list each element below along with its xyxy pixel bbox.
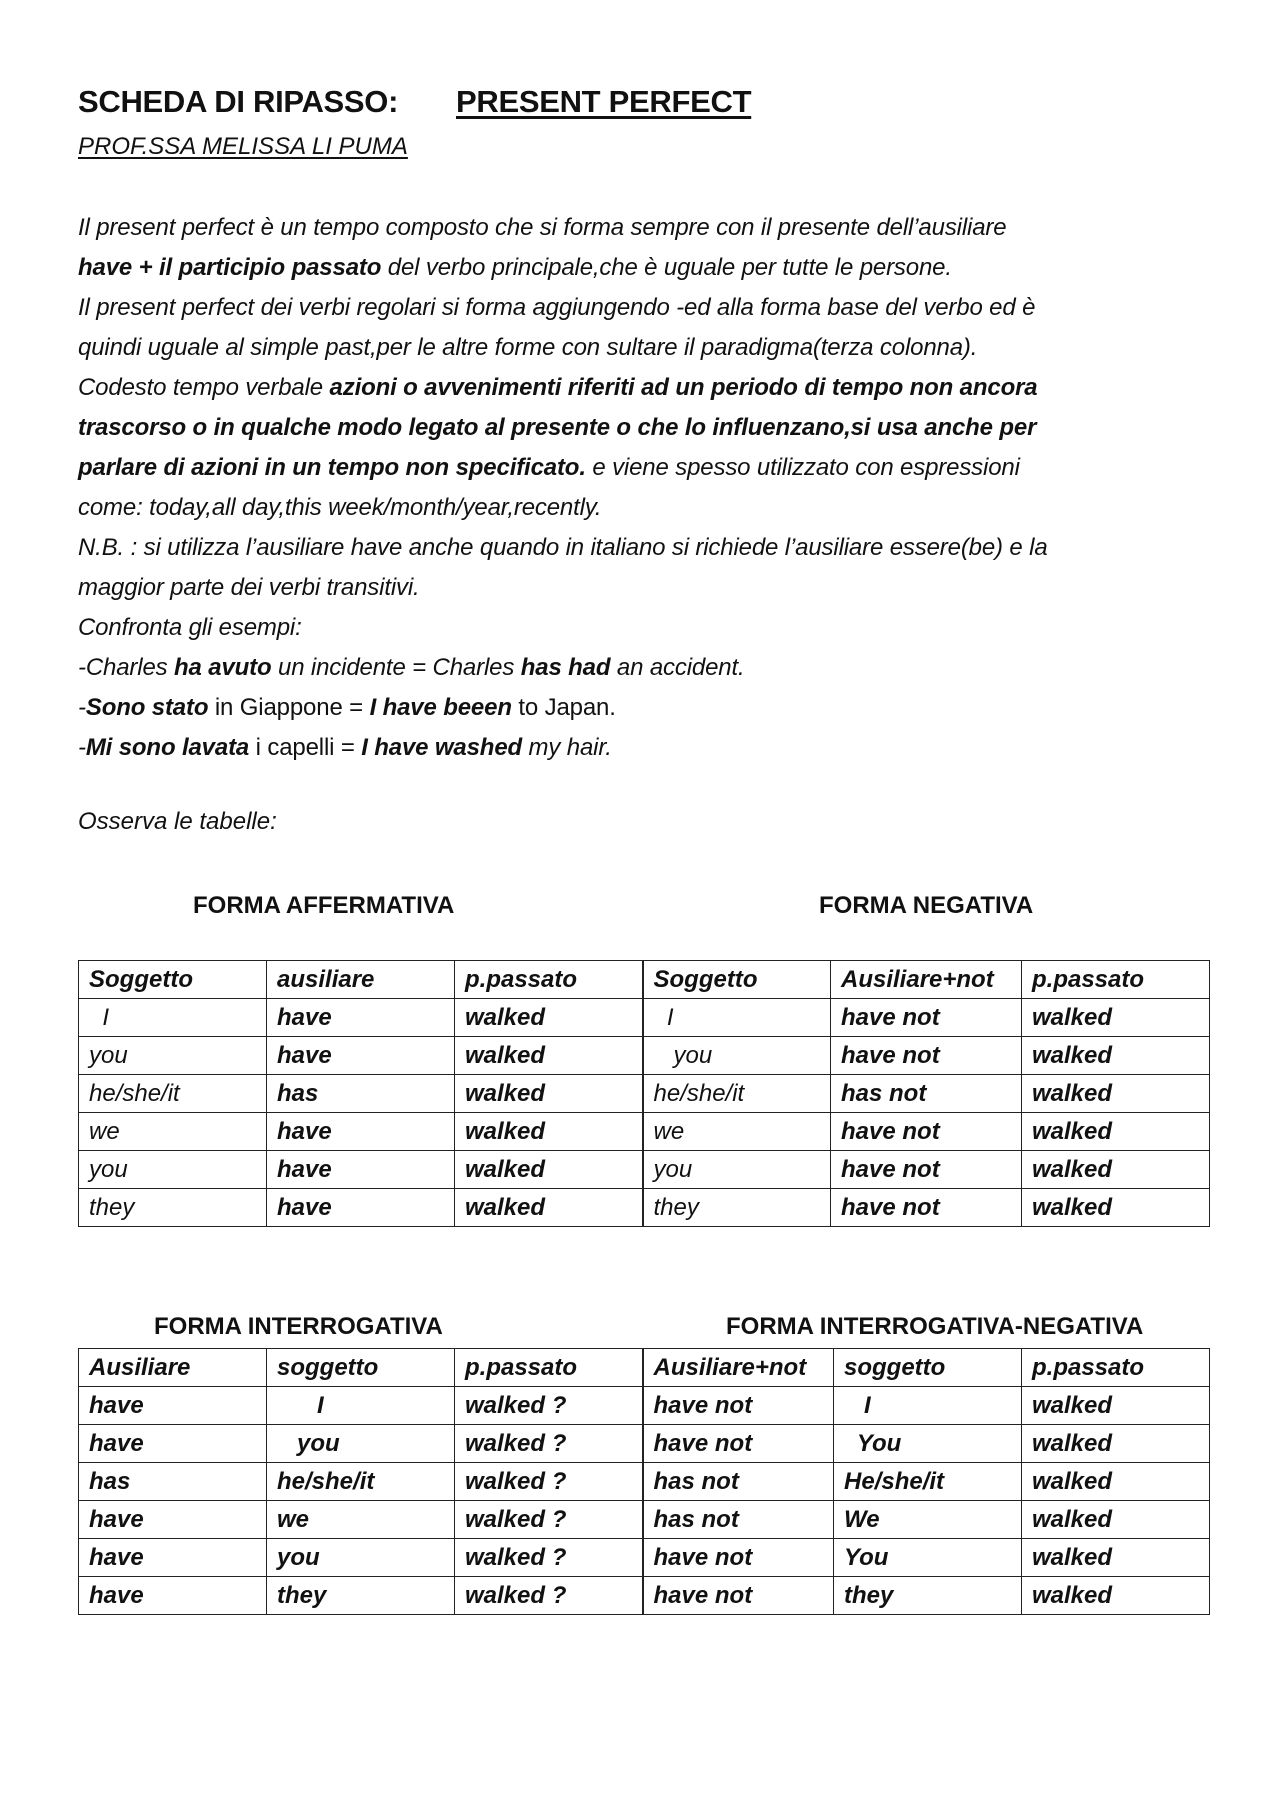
text-span: -Charles [78,654,175,681]
table-cell: walked [455,999,643,1037]
table-cell: I [267,1387,455,1425]
table-header-cell: p.passato [455,1349,643,1387]
table-cell: You [834,1425,1022,1463]
table-cell: you [643,1151,831,1189]
intro-line [78,368,1218,408]
table-row [79,1387,1210,1425]
table-cell: have [267,1189,455,1227]
table-cell: walked ? [455,1577,643,1615]
osserva-line: Osserva le tabelle: [78,808,277,835]
table-cell: have [267,1151,455,1189]
table-cell: have [79,1425,267,1463]
author-line: PROF.SSA MELISSA LI PUMA [78,133,408,160]
table-cell: walked [1022,1463,1210,1501]
text-span: Codesto tempo verbale [78,374,330,401]
table-cell: has not [831,1075,1022,1113]
table-cell: have not [831,1113,1022,1151]
table-row [79,1075,1210,1113]
table-cell: have [79,1539,267,1577]
table-cell: walked [455,1189,643,1227]
bold-phrase: parlare di azioni in un tempo non specificato. [78,454,586,481]
table-cell: have [79,1387,267,1425]
table-row [79,1501,1210,1539]
table-cell: we [643,1113,831,1151]
table-header-cell: Soggetto [643,961,831,999]
table-cell: you [643,1037,831,1075]
table-header-cell: soggetto [834,1349,1022,1387]
table-cell: walked ? [455,1501,643,1539]
title-topic: PRESENT PERFECT [456,84,752,119]
table-cell: walked [1022,1075,1210,1113]
table-cell: have [79,1577,267,1615]
table-cell: have not [643,1425,834,1463]
affirmative-negative-table [78,960,1210,1227]
table1-title-left: FORMA AFFERMATIVA [193,892,455,919]
example-line [78,648,1218,688]
table-cell: he/she/it [79,1075,267,1113]
example-line [78,688,1218,728]
table-cell: walked ? [455,1387,643,1425]
table-cell: walked [1022,1151,1210,1189]
bold-phrase: ha avuto [174,654,272,681]
table2-title-right: FORMA INTERROGATIVA-NEGATIVA [726,1313,1144,1340]
text-span: to Japan. [511,694,616,721]
text-span: my hair. [522,734,612,761]
table-cell: they [643,1189,831,1227]
table2-title-left: FORMA INTERROGATIVA [154,1313,443,1340]
text-span: e viene spesso utilizzato con espressioni [585,454,1020,481]
intro-line: N.B. : si utilizza l’ausiliare have anche quando in italiano si richiede l’ausiliare essere(be) e la [78,534,1048,561]
bold-phrase: Sono stato [85,694,209,721]
table-row [79,1189,1210,1227]
intro-line: Confronta gli esempi: [78,614,302,641]
table-cell: have [267,1037,455,1075]
text-span: - [78,734,86,761]
table-row [79,1463,1210,1501]
table-header-cell: Ausiliare+not [831,961,1022,999]
table-cell: walked [455,1075,643,1113]
table-cell: walked [1022,999,1210,1037]
text-span: del verbo principale,che è uguale per tutte le persone. [381,254,952,281]
table-header-cell: Ausiliare+not [643,1349,834,1387]
table-cell: walked ? [455,1463,643,1501]
table-cell: we [267,1501,455,1539]
table-row [79,1425,1210,1463]
table-cell: I [643,999,831,1037]
table-cell: have [267,1113,455,1151]
table-cell: have [79,1501,267,1539]
table-cell: you [79,1037,267,1075]
intro-line: quindi uguale al simple past,per le altre forme con sultare il paradigma(terza colonna). [78,334,978,361]
text-span: i capelli = [249,734,362,761]
table-cell: walked ? [455,1425,643,1463]
intro-line: maggior parte dei verbi transitivi. [78,574,420,601]
table-header-row [79,961,1210,999]
table-cell: walked [455,1113,643,1151]
table-header-cell: p.passato [1022,1349,1210,1387]
table-row [79,1577,1210,1615]
page-title [78,84,751,120]
table-cell: I [79,999,267,1037]
bold-phrase: azioni o avvenimenti riferiti ad un periodo di tempo non ancora [329,374,1038,401]
table-cell: You [834,1539,1022,1577]
bold-phrase: I have beeen [369,694,512,721]
table-cell: you [267,1539,455,1577]
table-cell: have not [643,1539,834,1577]
table-row [79,1037,1210,1075]
text-span: an accident. [610,654,745,681]
bold-phrase: trascorso o in qualche modo legato al presente o che lo influenzano,si usa anche per [78,414,1037,441]
table-cell: you [79,1151,267,1189]
interrogative-table [78,1348,1210,1615]
table-cell: has [79,1463,267,1501]
table-cell: we [79,1113,267,1151]
table-cell: I [834,1387,1022,1425]
table-cell: has not [643,1463,834,1501]
table-header-cell: Soggetto [79,961,267,999]
table-cell: He/she/it [834,1463,1022,1501]
table-cell: have not [643,1577,834,1615]
table-cell: walked [455,1037,643,1075]
bold-phrase: I have washed [361,734,523,761]
table-header-cell: ausiliare [267,961,455,999]
table-cell: have not [831,1189,1022,1227]
table-cell: you [267,1425,455,1463]
intro-text [78,208,1218,768]
table-header-cell: soggetto [267,1349,455,1387]
text-span: - [78,694,86,721]
table-header-cell: p.passato [1022,961,1210,999]
table-cell: have not [831,1151,1022,1189]
table1-title-right: FORMA NEGATIVA [819,892,1034,919]
table-cell: has [267,1075,455,1113]
text-span: un incidente = Charles [271,654,521,681]
bold-phrase: Mi sono lavata [85,734,250,761]
table-cell: walked [1022,1501,1210,1539]
table-cell: he/she/it [267,1463,455,1501]
table-header-cell: Ausiliare [79,1349,267,1387]
title-left: SCHEDA DI RIPASSO: [78,84,399,119]
table-cell: he/she/it [643,1075,831,1113]
table-cell: walked ? [455,1539,643,1577]
intro-line [78,448,1218,488]
bold-phrase: has had [520,654,611,681]
table-cell: have not [831,1037,1022,1075]
table-cell: walked [1022,1539,1210,1577]
intro-line: Il present perfect dei verbi regolari si forma aggiungendo -ed alla forma base del verbo ed è [78,294,1036,321]
table-cell: they [834,1577,1022,1615]
table-cell: walked [1022,1425,1210,1463]
table-row [79,999,1210,1037]
table-row [79,1151,1210,1189]
text-span: in Giappone = [208,694,370,721]
example-line [78,728,1218,768]
table-header-cell: p.passato [455,961,643,999]
table-cell: walked [1022,1037,1210,1075]
table-cell: they [79,1189,267,1227]
table-cell: they [267,1577,455,1615]
table-cell: have [267,999,455,1037]
table-cell: has not [643,1501,834,1539]
table-cell: We [834,1501,1022,1539]
table-cell: walked [1022,1387,1210,1425]
table-cell: walked [1022,1113,1210,1151]
table-cell: have not [831,999,1022,1037]
bold-phrase: have + il participio passato [78,254,382,281]
table-header-row [79,1349,1210,1387]
table-row [79,1113,1210,1151]
table-row [79,1539,1210,1577]
intro-line: Il present perfect è un tempo composto che si forma sempre con il presente dell’ausiliare [78,214,1007,241]
intro-line [78,408,1218,448]
intro-line: come: today,all day,this week/month/year,recently. [78,494,602,521]
table-cell: walked [455,1151,643,1189]
table-cell: have not [643,1387,834,1425]
table-cell: walked [1022,1577,1210,1615]
table-cell: walked [1022,1189,1210,1227]
intro-line [78,248,1218,288]
